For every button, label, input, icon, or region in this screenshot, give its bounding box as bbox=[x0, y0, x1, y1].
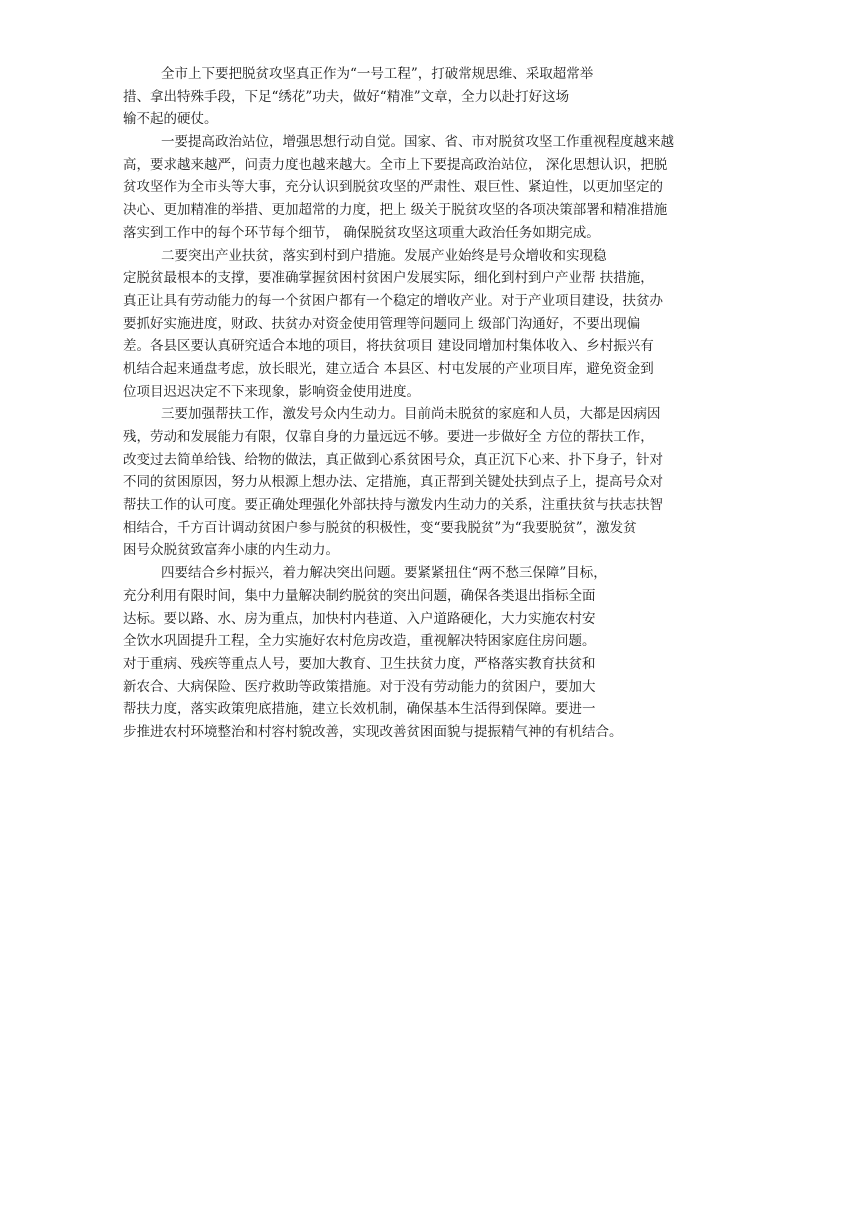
paragraph-line: 不同的贫困原因，努力从根源上想办法、定措施，真正帮到关键处扶到点子上，提高号众对 bbox=[123, 474, 663, 491]
paragraph-5 bbox=[123, 562, 763, 744]
paragraph-3 bbox=[123, 245, 763, 404]
document-body bbox=[123, 63, 763, 744]
paragraph-line: 措、拿出特殊手段，下足“绣花”功夫，做好“精准”文章，全力以赴打好这场 bbox=[123, 88, 570, 105]
paragraph-line: 真正让具有劳动能力的每一个贫困户都有一个稳定的增收产业。对于产业项目建设，扶贫办 bbox=[123, 292, 663, 309]
paragraph-line: 二要突出产业扶贫，落实到村到户措施。发展产业始终是号众增收和实现稳 bbox=[161, 247, 607, 264]
paragraph-line: 要抓好实施进度，财政、扶贫办对资金使用管理等问题同上 级部门沟通好，不要出现偏 bbox=[123, 315, 641, 332]
paragraph-line: 步推进农村环境整治和村容村貌改善，实现改善贫困面貌与提振精气神的有机结合。 bbox=[123, 723, 623, 740]
paragraph-line: 达标。要以路、水、房为重点，加快村内巷道、入户道路硬化，大力实施农村安 bbox=[123, 610, 596, 627]
paragraph-line: 充分利用有限时间，集中力量解决制约脱贫的突出问题，确保各类退出指标全面 bbox=[123, 587, 596, 604]
paragraph-line: 一要提高政治站位，增强思想行动自觉。国家、省、市对脱贫攻坚工作重视程度越来越 bbox=[161, 134, 674, 151]
paragraph-4 bbox=[123, 403, 763, 562]
paragraph-line: 定脱贫最根本的支撑，要准确掌握贫困村贫困户发展实际，细化到村到户产业帮 扶措施， bbox=[123, 270, 654, 287]
paragraph-line: 相结合，千方百计调动贫困户参与脱贫的积极性，变“要我脱贫”为“我要脱贫”，激发贫 bbox=[123, 519, 637, 536]
paragraph-line: 四要结合乡村振兴，着力解决突出问题。要紧紧扭住“两不愁三保障”目标， bbox=[161, 565, 607, 582]
paragraph-2 bbox=[123, 131, 763, 244]
paragraph-line: 对于重病、残疾等重点人号，要加大教育、卫生扶贫力度，严格落实教育扶贫和 bbox=[123, 655, 596, 672]
paragraph-line: 残，劳动和发展能力有限，仅靠自身的力量远远不够。要进一步做好全 方位的帮扶工作， bbox=[123, 429, 654, 445]
paragraph-line: 困号众脱贫致富奔小康的内生动力。 bbox=[123, 542, 339, 559]
paragraph-line: 帮扶工作的认可度。要正确处理强化外部扶持与激发内生动力的关系，注重扶贫与扶志扶智 bbox=[123, 497, 663, 514]
paragraph-line: 帮扶力度，落实政策兜底措施，建立长效机制，确保基本生活得到保障。要进一 bbox=[123, 701, 596, 718]
paragraph-line: 全市上下要把脱贫攻坚真正作为“一号工程”，打破常规思维、采取超常举 bbox=[161, 66, 594, 82]
paragraph-line: 落实到工作中的每个环节每个细节， 确保脱贫攻坚这项重大政治任务如期完成。 bbox=[123, 224, 600, 241]
paragraph-line: 改变过去简单给钱、给物的做法，真正做到心系贫困号众，真正沉下心来、扑下身子，针对 bbox=[123, 451, 663, 468]
paragraph-line: 机结合起来通盘考虑，放长眼光，建立适合 本县区、村屯发展的产业项目库，避免资金到 bbox=[123, 360, 654, 377]
paragraph-line: 三要加强帮扶工作，激发号众内生动力。目前尚未脱贫的家庭和人员，大都是因病因 bbox=[161, 406, 661, 423]
paragraph-line: 差。各县区要认真研究适合本地的项目，将扶贫项目 建设同增加村集体收入、乡村振兴有 bbox=[123, 338, 654, 355]
paragraph-1 bbox=[123, 63, 763, 131]
paragraph-line: 新农合、大病保险、医疗救助等政策措施。对于没有劳动能力的贫困户，要加大 bbox=[123, 678, 596, 695]
paragraph-line: 贫攻坚作为全市头等大事，充分认识到脱贫攻坚的严肃性、艰巨性、紧迫性，以更加坚定的 bbox=[123, 179, 663, 196]
paragraph-line: 输不起的硬仗。 bbox=[123, 111, 218, 128]
paragraph-line: 全饮水巩固提升工程，全力实施好农村危房改造，重视解决特困家庭住房问题。 bbox=[123, 633, 596, 650]
paragraph-line: 高，要求越来越严，问责力度也越来越大。全市上下要提高政治站位， 深化思想认识，把脱 bbox=[123, 156, 668, 173]
paragraph-line: 位项目迟迟决定不下来现象，影响资金使用进度。 bbox=[123, 383, 420, 400]
paragraph-line: 决心、更加精准的举措、更加超常的力度，把上 级关于脱贫攻坚的各项决策部署和精准措施 bbox=[123, 202, 668, 219]
